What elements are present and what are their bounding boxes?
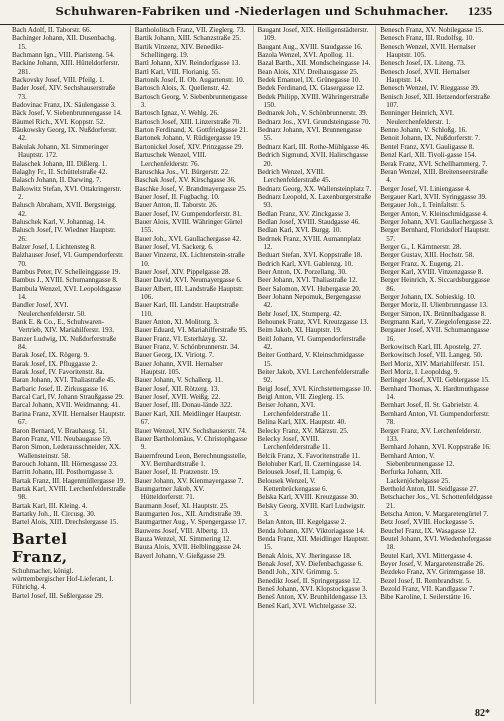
directory-entry: Bedlan Franz, XV. Zinckgasse 3. bbox=[257, 209, 351, 218]
directory-entry: Bauer Johann, XV. Kienmayergasse 7. bbox=[134, 476, 244, 485]
directory-entry: Beutel Karl, XVI. Mittergasse 4. bbox=[380, 551, 473, 560]
directory-entry: Bartosch Georg, V. Siebenbrunnengasse 3. bbox=[134, 92, 248, 110]
directory-entry: Berak Franz, XVI. Schellhammerg. 7. bbox=[380, 159, 488, 168]
directory-entry: Baverl Johann, V. Gießgasse 29. bbox=[134, 551, 226, 560]
directory-entry: Benak Alois, XV. Jheringasse 18. bbox=[257, 551, 352, 560]
directory-entry: Bauer Josef, II. Fugbachg. 10. bbox=[134, 192, 220, 201]
directory-entry: Bauer Alois, XVIII. Währinger Gürtel 155. bbox=[134, 217, 243, 235]
directory-entry: Behounek Franz, XVI. Kreutzgasse 13. bbox=[257, 318, 369, 327]
directory-entry: Bean Alois, XIV. Dreihausgasse 25. bbox=[257, 67, 359, 76]
directory-entry: Bach Adolf, II. Taborstr. 66. bbox=[12, 26, 92, 34]
directory-entry: Bartik Johann, XIII. Schanzstraße 25. bbox=[134, 34, 242, 43]
directory-entry: Beiter Jakob, XVI. Lerchenfelderstraße 92. bbox=[257, 368, 369, 385]
directory-entry: Bauer Josef, IV. Gumpendorferstr. 81. bbox=[134, 209, 242, 218]
directory-entry: Backovsky Josef, VIII. Pfeilg. 1. bbox=[12, 76, 105, 85]
directory-entry: Barbaric Josef, II. Zirkusgasse 16. bbox=[12, 384, 109, 393]
directory-entry: Bachinger Johann, XII. Dusenbachg. 15. bbox=[12, 34, 117, 51]
directory-entry: Bartak Karl, XVIII. Lerchenfelderstraße 98. bbox=[12, 484, 126, 502]
directory-entry: Bezel Josef, II. Rembrandtstr. 5. bbox=[380, 576, 472, 585]
directory-entry: Bazola Wenzel, XVI. Apollog. 11. bbox=[257, 51, 355, 60]
directory-entry: Bakulak Johann, XI. Simmeringer Hauptstr. 172. bbox=[12, 142, 109, 160]
directory-entry: Benda Johann, XIV. Viktoriagasse 14. bbox=[257, 526, 365, 535]
directory-entry: Bauer Karl, XII. Meidlinger Hauptstr. 67. bbox=[134, 409, 242, 427]
directory-entry: Bartonik Josef, II. Ob. Augartenstr. 10. bbox=[134, 76, 245, 85]
directory-entry: Bentel Franz, XVI. Gauligasse 8. bbox=[380, 142, 474, 151]
directory-entry: Benoit Johann, IX. Nußdorferstr. 7. bbox=[380, 134, 481, 143]
directory-entry: Bauer Wenzel, XIV. Sechshauserstr. 74. bbox=[134, 426, 247, 435]
directory-entry: Bauer Josef, XII. Rötzerg. 13. bbox=[134, 384, 220, 393]
directory-entry: Benesch Wenzel, IV. Rieggasse 39. bbox=[380, 84, 480, 93]
directory-entry: Baruschka Jos., VI. Bürgerstr. 22. bbox=[134, 167, 230, 176]
directory-entry: Bauer Anton, XI. Molitorg. 3. bbox=[134, 318, 219, 327]
directory-entry: Behr Josef, IX. Stumperg. 42. bbox=[257, 309, 342, 318]
directory-entry: Berkowitsch Josef, VII. Langeg. 50. bbox=[380, 351, 483, 360]
directory-entry: Beyer Josef, V. Margaretenstraße 26. bbox=[380, 560, 485, 568]
directory-entry: Bartik Vinzenz, XIV. Benedikt-Schellingerg. 19. bbox=[134, 42, 224, 60]
directory-entry: Bauer Karl, III. Landstr. Hauptstraße 110. bbox=[134, 301, 239, 318]
directory-entry: Beneš Anton, XV. Brunhildengasse 13. bbox=[257, 593, 368, 602]
directory-entry: Barina Franz, XVII. Hernalser Hauptstr. 67. bbox=[12, 409, 126, 427]
directory-entry: Berger Gustav, XIII. Hochstr. 58. bbox=[380, 251, 474, 260]
directory-entry: Bäukowsky Georg, IX. Nußdorferstr. 42. bbox=[12, 126, 117, 143]
directory-entry: Benesch Josef, XVII. Hernalser Hauptstr. 14. bbox=[380, 67, 470, 85]
directory-entry: Baron Franz, VII. Neubaugasse 59. bbox=[12, 434, 112, 443]
directory-entry: Bauza Alois, XVII. Helblinggasse 24. bbox=[134, 543, 242, 552]
directory-column-4 bbox=[376, 26, 498, 704]
directory-entry: Belan Anton, III. Kegelgasse 2. bbox=[257, 518, 347, 527]
directory-entry: Belousek Josef, II. Lampig. 6. bbox=[257, 468, 343, 477]
directory-entry: Benninger Heinrich, XVI. Neulerchenfelderstr. 1. bbox=[380, 109, 454, 126]
directory-entry: Balaghy Fr., II. Schüttelstraße 42. bbox=[12, 167, 108, 176]
directory-entry: Betz Josef, XVIII. Hockegasse 5. bbox=[380, 518, 475, 527]
directory-entry: Bandler Josef, XVI. Neulerchenfelderstr. 50. bbox=[12, 301, 86, 318]
directory-entry: Bartuschek Wenzel, VIII. Lerchenfelderstr. 76. bbox=[134, 151, 207, 168]
directory-entry: Bauer Josef, XIV. Pippelgasse 28. bbox=[134, 267, 231, 276]
directory-entry: Benisch Josef, XII. Hetzendorferstraße 107. bbox=[380, 92, 491, 110]
directory-entry: Belsky Georg, XVIII. Karl Ludwigstr. 3. bbox=[257, 501, 366, 518]
directory-entry: Bauer Anton, II. Taborstr. 26. bbox=[134, 201, 218, 210]
directory-entry: Balaschek Johann, III. Dißlerg. 1. bbox=[12, 159, 107, 168]
directory-entry: Beer Anton, IX. Porzellang. 30. bbox=[257, 267, 347, 276]
directory-entry: Bauer Eduard, VI. Mariahilferstraße 95. bbox=[134, 326, 248, 335]
directory-entry: Benesch Josef, IX. Liteng. 73. bbox=[380, 59, 466, 68]
directory-entry: Bernhard Johann, XVI. Koppstraße 16. bbox=[380, 443, 491, 452]
directory-entry: Banzer Ludwig, IX. Nußdorferstraße 84. bbox=[12, 334, 117, 352]
directory-entry: Berger Simon, IX. Brünnlbadgasse 8. bbox=[380, 309, 487, 318]
directory-entry: Beer Salomon, XVI. Hubergasse 20. bbox=[257, 284, 361, 293]
directory-entry: Benesch Wenzel, XVII. Hernalser Hauptstr. 105. bbox=[380, 42, 477, 60]
directory-entry: Bauer Georg, IX. Viriotg. 7. bbox=[134, 351, 214, 360]
directory-entry: Bauernfreund Leon, Berechnungsstelle, XV. Bernhardtstraße 1. bbox=[134, 451, 247, 468]
directory-entry: Bernhard Anton, VI. Gumpendorferstr. 78. bbox=[380, 409, 490, 427]
directory-entry: Berger Josef, VI. Liniengasse 4. bbox=[380, 184, 471, 193]
directory-entry: Baron Bernard, V. Brauhausg. 51. bbox=[12, 426, 108, 435]
sheet-mark: 82* bbox=[475, 708, 490, 719]
directory-entry: Bezdeko Franz, XV. Grimmgasse 18. bbox=[380, 568, 486, 577]
directory-entry: Baschke Josef, V. Brandmayergasse 25. bbox=[134, 184, 247, 193]
directory-entry: Bank E. & Co., E., Schuhwaren-Vertrieb, XIV. Mariahilferstr. 193. bbox=[12, 318, 114, 335]
directory-entry: Bernhard Thomas, X. Hardtmuthgasse 14. bbox=[380, 384, 489, 402]
directory-entry: Balzhauser Josef, VI. Gumpendorferstr. 70. bbox=[12, 251, 124, 268]
directory-entry: Belecky Franz, XV. Märzstr. 25. bbox=[257, 426, 349, 435]
directory-entry: Bartatky Joh., II. Circusg. 30. bbox=[12, 509, 96, 518]
directory-entry: Beduart Stefan, XVI. Koppstraße 18. bbox=[257, 251, 363, 260]
directory-entry: Bartak Karl, III. Kleing. 4. bbox=[12, 501, 88, 510]
directory-entry: Bauwens Josef, VIII. Albertg. 13. bbox=[134, 526, 230, 535]
directory-entry: Bedek Philipp, XVIII. Währingerstraße 150. bbox=[257, 92, 369, 110]
directory-entry: Bednarz Leopold, X. Laxenburgerstraße 93. bbox=[257, 192, 372, 210]
directory-entry: Bauer Bartholomäus, V. Christophgasse 9. bbox=[134, 434, 248, 452]
directory-entry: Beran Wenzel, XIII. Breitenseerstraße 4. bbox=[380, 167, 488, 185]
directory-entry: Bauer Josef, XVII. Weißg. 22. bbox=[134, 393, 221, 402]
directory-entry: Berger Johann, IX. Sobieskig. 10. bbox=[380, 293, 476, 301]
directory-entry: Belohuber Karl, II. Czerningasse 14. bbox=[257, 459, 362, 468]
directory-entry: Benda Franz, XII. Meidlinger Hauptstr. 15. bbox=[257, 534, 369, 552]
directory-entry: Bartosch Ignaz, V. Wehlg. 26. bbox=[134, 109, 219, 118]
directory-entry: Bauer Vinzenz, IX. Lichtenstein-straße 10. bbox=[134, 251, 245, 268]
directory-entry: Balasch Johann, II. Darwing. 7. bbox=[12, 176, 102, 185]
directory-entry: Berl Moriz, I. Leopoldsg. 9. bbox=[380, 368, 460, 377]
directory-entry: Bartonickel Josef, XIV. Prinzgasse 29. bbox=[134, 142, 244, 151]
directory-entry: Bedrich Karl, XVI. Gablenzg. 10. bbox=[257, 259, 353, 268]
directory-entry: Bernhard Anton, V. Siebenbrunnengasse 12. bbox=[380, 451, 455, 468]
directory-entry: Beer Johann Nepomuk, Bergengasse 42. bbox=[257, 293, 362, 310]
directory-entry: Berger G., I. Kärntnerstr. 28. bbox=[380, 242, 462, 251]
directory-entry: Bergmann Karl, V. Ziegelofengasse 22. bbox=[380, 318, 492, 327]
directory-entry: Bednarek Joh., V. Schönbrunnerstr. 39. bbox=[257, 109, 368, 118]
directory-entry: Bauer Albert, III. Landstraße Hauptstr. 106. bbox=[134, 284, 244, 301]
directory-entry: Backine Johann, XIII. Hütteldorferstr. 281. bbox=[12, 59, 120, 76]
directory-entry: Beuchel Franz, IX. Wasagasse 12. bbox=[380, 526, 477, 535]
directory-entry: Barcal Carl, IV. Johann Straußgasse 29. bbox=[12, 393, 124, 402]
directory-entry: Baumann Josef, XI. Hauptstr. 25. bbox=[134, 501, 229, 510]
directory-entry: Baugant Aug., XVIII. Staudgasse 16. bbox=[257, 42, 363, 51]
running-title: Schuhwaren-Fabriken und -Niederlagen und Schuhmacher. bbox=[55, 4, 449, 18]
directory-entry: Benesch Franz, III. Rudolfsg. 10. bbox=[380, 34, 475, 43]
directory-entry: Beim Jakob, XI. Hauptstr. 19. bbox=[257, 326, 342, 335]
directory-entry: Belina Karl, XIX. Hauptstr. 40. bbox=[257, 418, 346, 427]
directory-entry: Bauer Johann, XVII. Hernalser Hauptstr. 105. bbox=[134, 359, 223, 377]
directory-entry: Baran Johann, XVI. Thaliastraße 45. bbox=[12, 376, 116, 385]
directory-entry: Bartel Alois, XIII. Drechslergasse 15. bbox=[12, 518, 119, 527]
directory-entry: Belousek Wenzel, V. Kettenbrückengasse 6. bbox=[257, 476, 328, 493]
directory-entry: Bedrich Wenzel, XVIII. Lerchenfelderstraße 45. bbox=[257, 167, 331, 185]
directory-entry: Bartak Franz, III. Hagenmüllergasse 19. bbox=[12, 476, 126, 485]
directory-entry: Beneš Johann, XVI. Klopstockgasse 3. bbox=[257, 585, 368, 594]
directory-entry: Betschacher Jos., VI. Schottenfeldgasse 21. bbox=[380, 493, 493, 510]
directory-entry: Bedlan Karl, XVI. Burgg. 10. bbox=[257, 226, 342, 235]
directory-entry: Bachmann Ign., VIII. Piaristeng. 54. bbox=[12, 51, 115, 60]
page-number: 1235 bbox=[468, 4, 492, 18]
directory-entry: Berger Moriz, II. Ulienbrunngasse 13. bbox=[380, 301, 488, 310]
directory-entry: Balusch Abraham, XVII. Bergsteigg. 42. bbox=[12, 201, 117, 218]
directory-entry: Barak Josef, IX. Pfluggasse 2. bbox=[12, 359, 98, 368]
directory-entry: Beneš Karl, XVI. Wichtelgasse 32. bbox=[257, 601, 357, 610]
directory-entry: Baumgartner Aug., V. Spengergasse 17. bbox=[134, 518, 247, 527]
directory-entry: Berfurka Johann, XII. Lackenjöchelgasse 25. bbox=[380, 468, 451, 485]
directory-entry: Bartl Johann, XIV. Reindorfgasse 13. bbox=[134, 59, 241, 68]
directory-entry: Berger Franz, X. Eugeng. 21. bbox=[380, 259, 464, 268]
directory-entry: Benak Josef, XV. Diefenbachgasse 6. bbox=[257, 560, 363, 568]
directory-entry: Beutel Johann, XVI. Wiedenhofergasse 18. bbox=[380, 534, 492, 552]
directory-entry: Barcal Johann, XVII. Weidmanng. 41. bbox=[12, 401, 121, 410]
directory-entry: Bartonek Johann, V. Rüdigergasse 19. bbox=[134, 134, 242, 143]
directory-entry: Bergauer Joh., I. Teinfaltstr. 5. bbox=[380, 201, 466, 210]
directory-entry: Berger Heinrich, X. Siccardsburggasse 86. bbox=[380, 276, 490, 293]
directory-entry: Bauer Joh., XVI. Gaullachergasse 42. bbox=[134, 234, 242, 243]
directory-entry: Bauer Franz, V. Schönbrunnerstr. 34. bbox=[134, 343, 240, 352]
directory-entry: Berger Anton, V. Kleinschmidgasse 4. bbox=[380, 209, 488, 218]
directory-columns bbox=[8, 26, 498, 704]
directory-entry: Baschak Josef, XV. Kirschgasse 36. bbox=[134, 176, 236, 185]
directory-entry: Barak Josef, IV. Favoritenstr. 8a. bbox=[12, 368, 105, 377]
directory-entry: Bartl Karl, VIII. Florianig. 55. bbox=[134, 67, 221, 76]
directory-entry: Bauza Wenzel, XI. Simmering 12. bbox=[134, 534, 232, 543]
directory-entry: Baugant Josef, XIX. Heiligenstädterstr. 109. bbox=[257, 26, 369, 43]
directory-entry: Barak Josef, IX. Rögerg. 9. bbox=[12, 351, 89, 360]
directory-entry: Berger Bernhard, Floridsdorf Hauptstr. 57. bbox=[380, 226, 490, 243]
directory-entry: Bartel Josef, III. Seßlergasse 29. bbox=[12, 591, 104, 600]
directory-entry: Betscha Anton, V. Margaretengürtel 7. bbox=[380, 509, 489, 518]
directory-entry: Beiser Johann, XVI. Lerchenfelderstraße 11. bbox=[257, 401, 331, 418]
directory-entry: Bauer Josef, II. Pratzenstr. 19. bbox=[134, 468, 220, 477]
directory-entry: Barritt Johann, III. Posthorngasse 3. bbox=[12, 468, 114, 477]
directory-entry: Baumgarten Jos., XII. Arndtstraße 39. bbox=[134, 509, 242, 518]
directory-entry: Bambula Wenzel, XVI. Leopoldsgasse 14. bbox=[12, 284, 122, 301]
directory-entry: Bedek Ferdinand, IX. Glasergasse 12. bbox=[257, 84, 365, 93]
directory-entry: Bendl Joh., XIV. Grimmg. 5. bbox=[257, 568, 339, 577]
directory-entry: Bedrnek Franz, XVIII. Aumannplatz 12. bbox=[257, 234, 362, 251]
directory-entry: Bergauer Karl, XVII. Syringgasse 39. bbox=[380, 192, 487, 201]
directory-entry: Bartosch Alois, X. Quellenstr. 42. bbox=[134, 84, 230, 93]
page-header bbox=[0, 0, 504, 25]
directory-entry: Bedlan Josef, XVIII. Staudgasse 46. bbox=[257, 217, 360, 226]
directory-entry: Bauer Franz, VI. Esterházyg. 32. bbox=[134, 334, 228, 343]
directory-entry: Balzer Josef, I. Lichtensteg 8. bbox=[12, 242, 96, 251]
directory-entry: Balkowitz Stefan, XVI. Ottakringerstr. 2. bbox=[12, 184, 122, 201]
directory-entry: Bergauer Josef, XVII. Schumanngasse 16. bbox=[380, 326, 490, 343]
directory-entry: Barthololitsch Franz, VII. Zieglerg. 73. bbox=[134, 26, 246, 34]
directory-entry: Berthold Anton, III. Seidlgasse 27. bbox=[380, 484, 479, 493]
directory-entry: Bauer Josef, VI. Sackerg. 6. bbox=[134, 242, 214, 251]
directory-entry: Barouch Johann, III. Hörnesgasse 23. bbox=[12, 459, 118, 468]
directory-entry: Bednarz Jos., XVI. Grundsteingasse 70. bbox=[257, 117, 371, 126]
directory-entry: Bambus Peter, IV. Schelleinggasse 19. bbox=[12, 267, 121, 276]
directory-entry: Benedikt Josef, II. Springergasse 12. bbox=[257, 576, 361, 585]
directory-entry: Beitl Johann, VI. Gumpendorferstraße 42. bbox=[257, 334, 366, 352]
directory-entry: Berkowitsch Karl, III. Apostelg. 27. bbox=[380, 343, 482, 352]
directory-entry: Bezold Franz, VII. Kandlgasse 7. bbox=[380, 585, 475, 594]
directory-entry: Beiter Gotthard, V. Kleinschmidgasse 15. bbox=[257, 351, 364, 368]
directory-entry: Bauer David, XVI. Neumayergasse 6. bbox=[134, 276, 242, 285]
directory-entry: Bartosch Josef, XIII. Linzerstraße 70. bbox=[134, 117, 242, 126]
directory-entry: Baumgartner Jakob, XV. Hütteldorferstr. 71. bbox=[134, 484, 205, 502]
directory-entry: Bednarz Johann, XVI. Brunnengasse 55. bbox=[257, 126, 362, 143]
directory-entry: Belcik Franz, X. Favoritenstraße 11. bbox=[257, 451, 360, 460]
directory-column-2 bbox=[131, 26, 254, 704]
directory-entry: Baluschek Karl, V. Johannag. 14. bbox=[12, 217, 106, 226]
directory-entry: Bäumel Rich., XVI. Koppstr. 52. bbox=[12, 117, 105, 126]
directory-entry: Benno Johann, V. Schloßg. 16. bbox=[380, 126, 467, 135]
featured-entry-detail: Schuhmacher, königl. württembergischer Hof-Lieferant, I. Führichg. 4. bbox=[12, 566, 114, 592]
directory-entry: Berger Karl, XVIII. Vinzenzgasse 8. bbox=[380, 267, 484, 276]
featured-entry-name: Bartel Franz, bbox=[12, 529, 68, 566]
directory-entry: Benzl Karl, XII. Tivoli-gasse 154. bbox=[380, 151, 477, 160]
directory-entry: Berlinger Josef, XVII. Geblergasse 15. bbox=[380, 376, 490, 385]
directory-entry: Barton Ferdinand, X. Gottfriedgasse 21. bbox=[134, 126, 249, 135]
directory-column-1 bbox=[8, 26, 131, 704]
directory-entry: Bernhart Josef, II. St. Gabrielstr. 4. bbox=[380, 401, 479, 410]
directory-entry: Bauer Johann, V. Schallerg. 11. bbox=[134, 376, 223, 385]
directory-entry: Beigl Anton, VII. Zieglerg. 15. bbox=[257, 393, 345, 402]
directory-entry: Bauer Josef, III. Donau-lände 322. bbox=[134, 401, 233, 410]
directory-entry: Bambus J., XVIII. Schumanngasse 8. bbox=[12, 276, 118, 285]
directory-column-3 bbox=[254, 26, 377, 704]
directory-entry: Belska Karl, XVIII. Kreuzgasse 30. bbox=[257, 493, 359, 502]
directory-entry: Badovinac Franz, IX. Säulengasse 3. bbox=[12, 101, 116, 110]
directory-entry: Berger Johann, XVI. Gaullachergasse 3. bbox=[380, 217, 494, 226]
directory-entry: Bedek Emanuel, IX. Grünegasse 10. bbox=[257, 76, 361, 85]
directory-entry: Beer Johann, XVI. Thaliastraße 12. bbox=[257, 276, 358, 285]
directory-entry: Baron Simon, Lederausschneider, XX. Wallensteinstr. 58. bbox=[12, 443, 121, 460]
directory-entry: Benesch Franz, XV. Nobilegasse 15. bbox=[380, 26, 484, 34]
directory-entry: Bednarz Georg, XX. Wallensteinplatz 7. bbox=[257, 184, 372, 193]
directory-entry: Bibe Karoline, I. Seilerstätte 16. bbox=[380, 593, 472, 602]
directory-entry: Bednarz Karl, III. Rothe-Mühlgasse 46. bbox=[257, 142, 370, 151]
directory-entry: Balusch Josef, IV. Wiedner Hauptstr. 26. bbox=[12, 226, 116, 243]
directory-entry: Belecky Josef, XVIII. Lerchenfelderstraße 11. bbox=[257, 434, 331, 452]
directory-entry: Berl Moriz, XIV. Mariahilferstr. 151. bbox=[380, 359, 485, 368]
directory-entry: Bazal Barth., XII. Mondscheingasse 14. bbox=[257, 59, 371, 68]
directory-entry: Berger Franz, XV. Lerchenfelderstr. 133. bbox=[380, 426, 482, 443]
directory-entry: Beigl Josef, XVI. Kirchstetterngasse 10. bbox=[257, 384, 372, 393]
directory-entry: Bader Josef, XIV. Sechshauserstraße 73. bbox=[12, 84, 116, 101]
directory-entry: Bedrich Sigmund, XVII. Halirschgasse 20. bbox=[257, 151, 369, 168]
directory-entry: Bäck Josef, V. Siebenbrunnengasse 14. bbox=[12, 109, 122, 118]
